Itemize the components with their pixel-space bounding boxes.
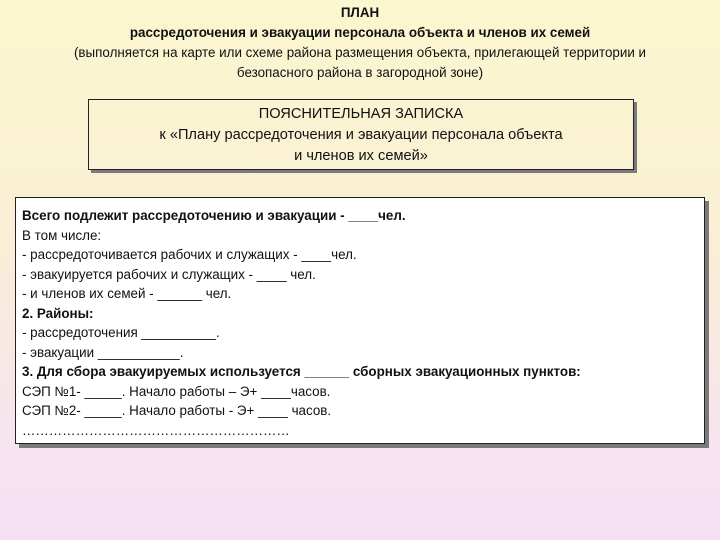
plan-header	[0, 3, 720, 83]
content-line: - эвакуируется рабочих и служащих - ____ чел.	[22, 266, 316, 282]
content-line: В том числе:	[22, 227, 102, 243]
content-line: СЭП №1- _____. Начало работы – Э+ ____часов.	[22, 383, 331, 399]
content-line: - эвакуации ___________.	[22, 344, 184, 360]
plan-title: ПЛАН	[340, 5, 380, 20]
explanatory-note-box	[88, 99, 634, 170]
content-line: 3. Для сбора эвакуируемых используется ______ сборных эвакуационных пунктов:	[22, 364, 581, 379]
content-box	[15, 197, 705, 444]
explanatory-note-line-2: к «Плану рассредоточения и эвакуации персонала объекта	[159, 127, 563, 143]
explanatory-note-title: ПОЯСНИТЕЛЬНАЯ ЗАПИСКА	[258, 106, 464, 122]
content-line: - и членов их семей - ______ чел.	[22, 286, 232, 301]
explanatory-note-line-3: и членов их семей»	[294, 148, 428, 164]
content-line: 2. Районы:	[22, 305, 94, 321]
content-line: - рассредоточения __________.	[22, 325, 220, 340]
content-line: СЭП №2- _____. Начало работы - Э+ ____ часов.	[22, 403, 332, 418]
content-line: ……………………………………………………	[22, 422, 290, 438]
plan-note-line-2: безопасного района в загородной зоне)	[236, 65, 484, 80]
content-line: - рассредоточивается рабочих и служащих - ____чел.	[22, 247, 357, 262]
plan-note-line-1: (выполняется на карте или схеме района размещения объекта, прилегающей территории и	[73, 45, 647, 60]
content-line: Всего подлежит рассредоточению и эвакуации - ____чел.	[22, 208, 406, 223]
plan-subtitle: рассредоточения и эвакуации персонала объекта и членов их семей	[129, 25, 591, 40]
